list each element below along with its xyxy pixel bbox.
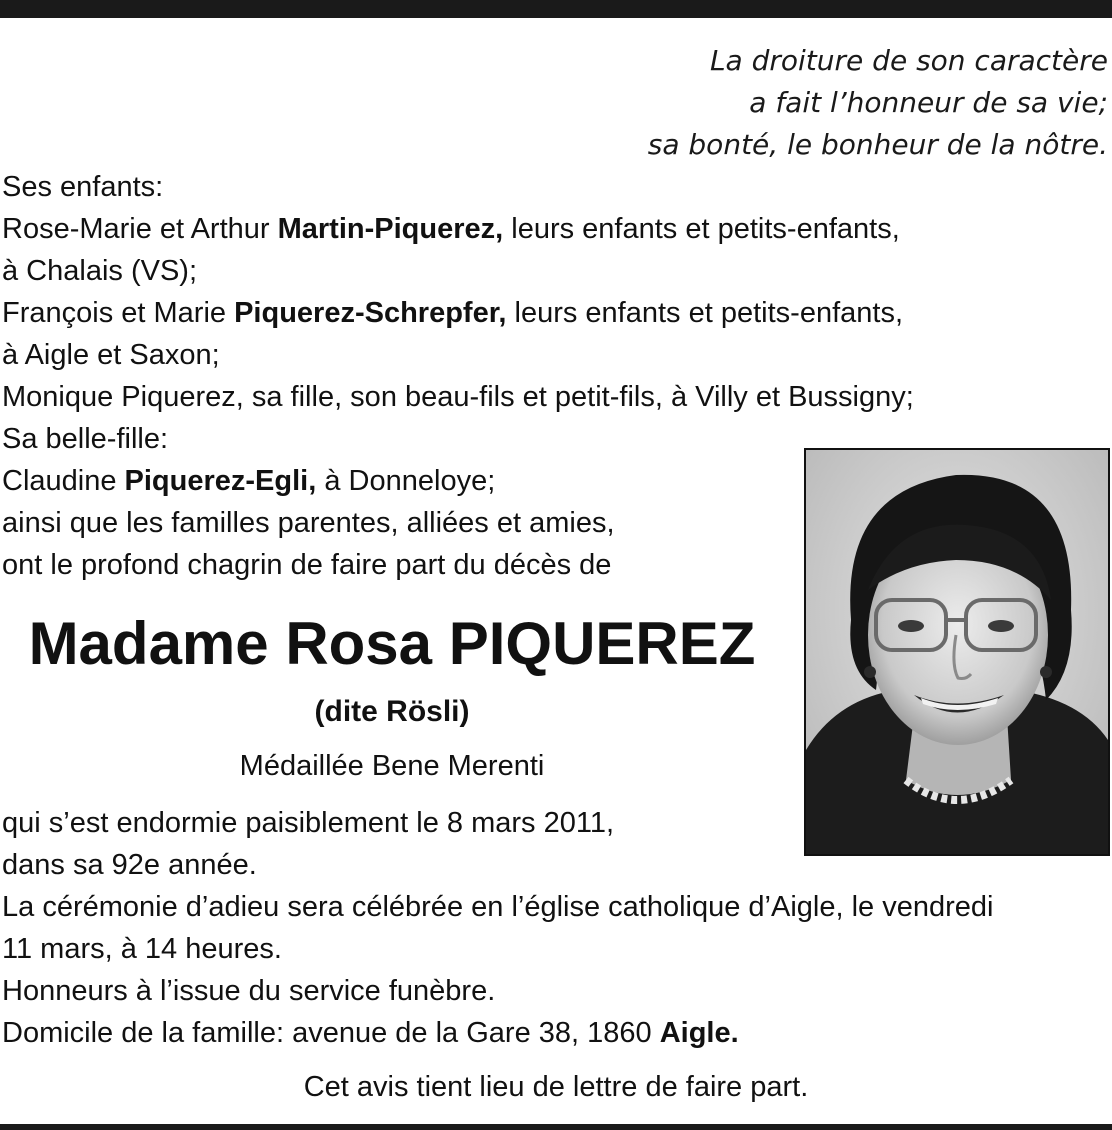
epigraph-line: sa bonté, le bonheur de la nôtre. xyxy=(647,128,1108,161)
child-1-line: Rose-Marie et Arthur Martin-Piquerez, leurs enfants et petits-enfants, xyxy=(2,213,900,245)
epigraph-line: La droiture de son caractère xyxy=(709,44,1108,77)
closing-note: Cet avis tient lieu de lettre de faire part. xyxy=(303,1071,809,1103)
honours-line: Honneurs à l’issue du service funèbre. xyxy=(2,975,496,1007)
portrait-image xyxy=(806,450,1108,854)
ceremony-line-2: 11 mars, à 14 heures. xyxy=(2,933,282,965)
portrait-photo xyxy=(804,448,1110,856)
children-heading: Ses enfants: xyxy=(2,171,164,203)
deceased-nickname: (dite Rösli) xyxy=(314,695,470,728)
domicile-town: Aigle. xyxy=(659,1017,739,1049)
child-2-line: François et Marie Piquerez-Schrepfer, leurs enfants et petits-enfants, xyxy=(2,297,904,329)
daughter-in-law-heading: Sa belle-fille: xyxy=(2,423,169,455)
child-2-surname: Piquerez-Schrepfer, xyxy=(234,297,507,329)
domicile-line: Domicile de la famille: avenue de la Gare 38, 1860 Aigle. xyxy=(2,1017,739,1049)
announcement-line: ont le profond chagrin de faire part du décès de xyxy=(2,549,612,581)
top-rule xyxy=(0,0,1112,18)
bottom-rule xyxy=(0,1124,1112,1130)
child-1-surname: Martin-Piquerez, xyxy=(277,213,504,245)
deceased-distinction: Médaillée Bene Merenti xyxy=(239,750,545,782)
epigraph xyxy=(308,40,1108,166)
ceremony-line-1: La cérémonie d’adieu sera célébrée en l’église catholique d’Aigle, le vendredi xyxy=(2,891,994,923)
relatives-line: ainsi que les familles parentes, alliées et amies, xyxy=(2,507,615,539)
deceased-block xyxy=(2,604,782,788)
daughter-in-law-surname: Piquerez-Egli, xyxy=(124,465,317,497)
child-1-place: à Chalais (VS); xyxy=(2,255,198,287)
service-details xyxy=(2,802,1110,1054)
child-2-place: à Aigle et Saxon; xyxy=(2,339,220,371)
epigraph-line: a fait l’honneur de sa vie; xyxy=(749,86,1108,119)
deceased-name: Madame Rosa PIQUEREZ xyxy=(28,610,756,677)
passing-line-1: qui s’est endormie paisiblement le 8 mars 2011, xyxy=(2,807,615,839)
passing-line-2: dans sa 92e année. xyxy=(2,849,257,881)
daughter-in-law-line: Claudine Piquerez-Egli, à Donneloye; xyxy=(2,465,496,497)
child-3-line: Monique Piquerez, sa fille, son beau-fils et petit-fils, à Villy et Bussigny; xyxy=(2,381,914,413)
